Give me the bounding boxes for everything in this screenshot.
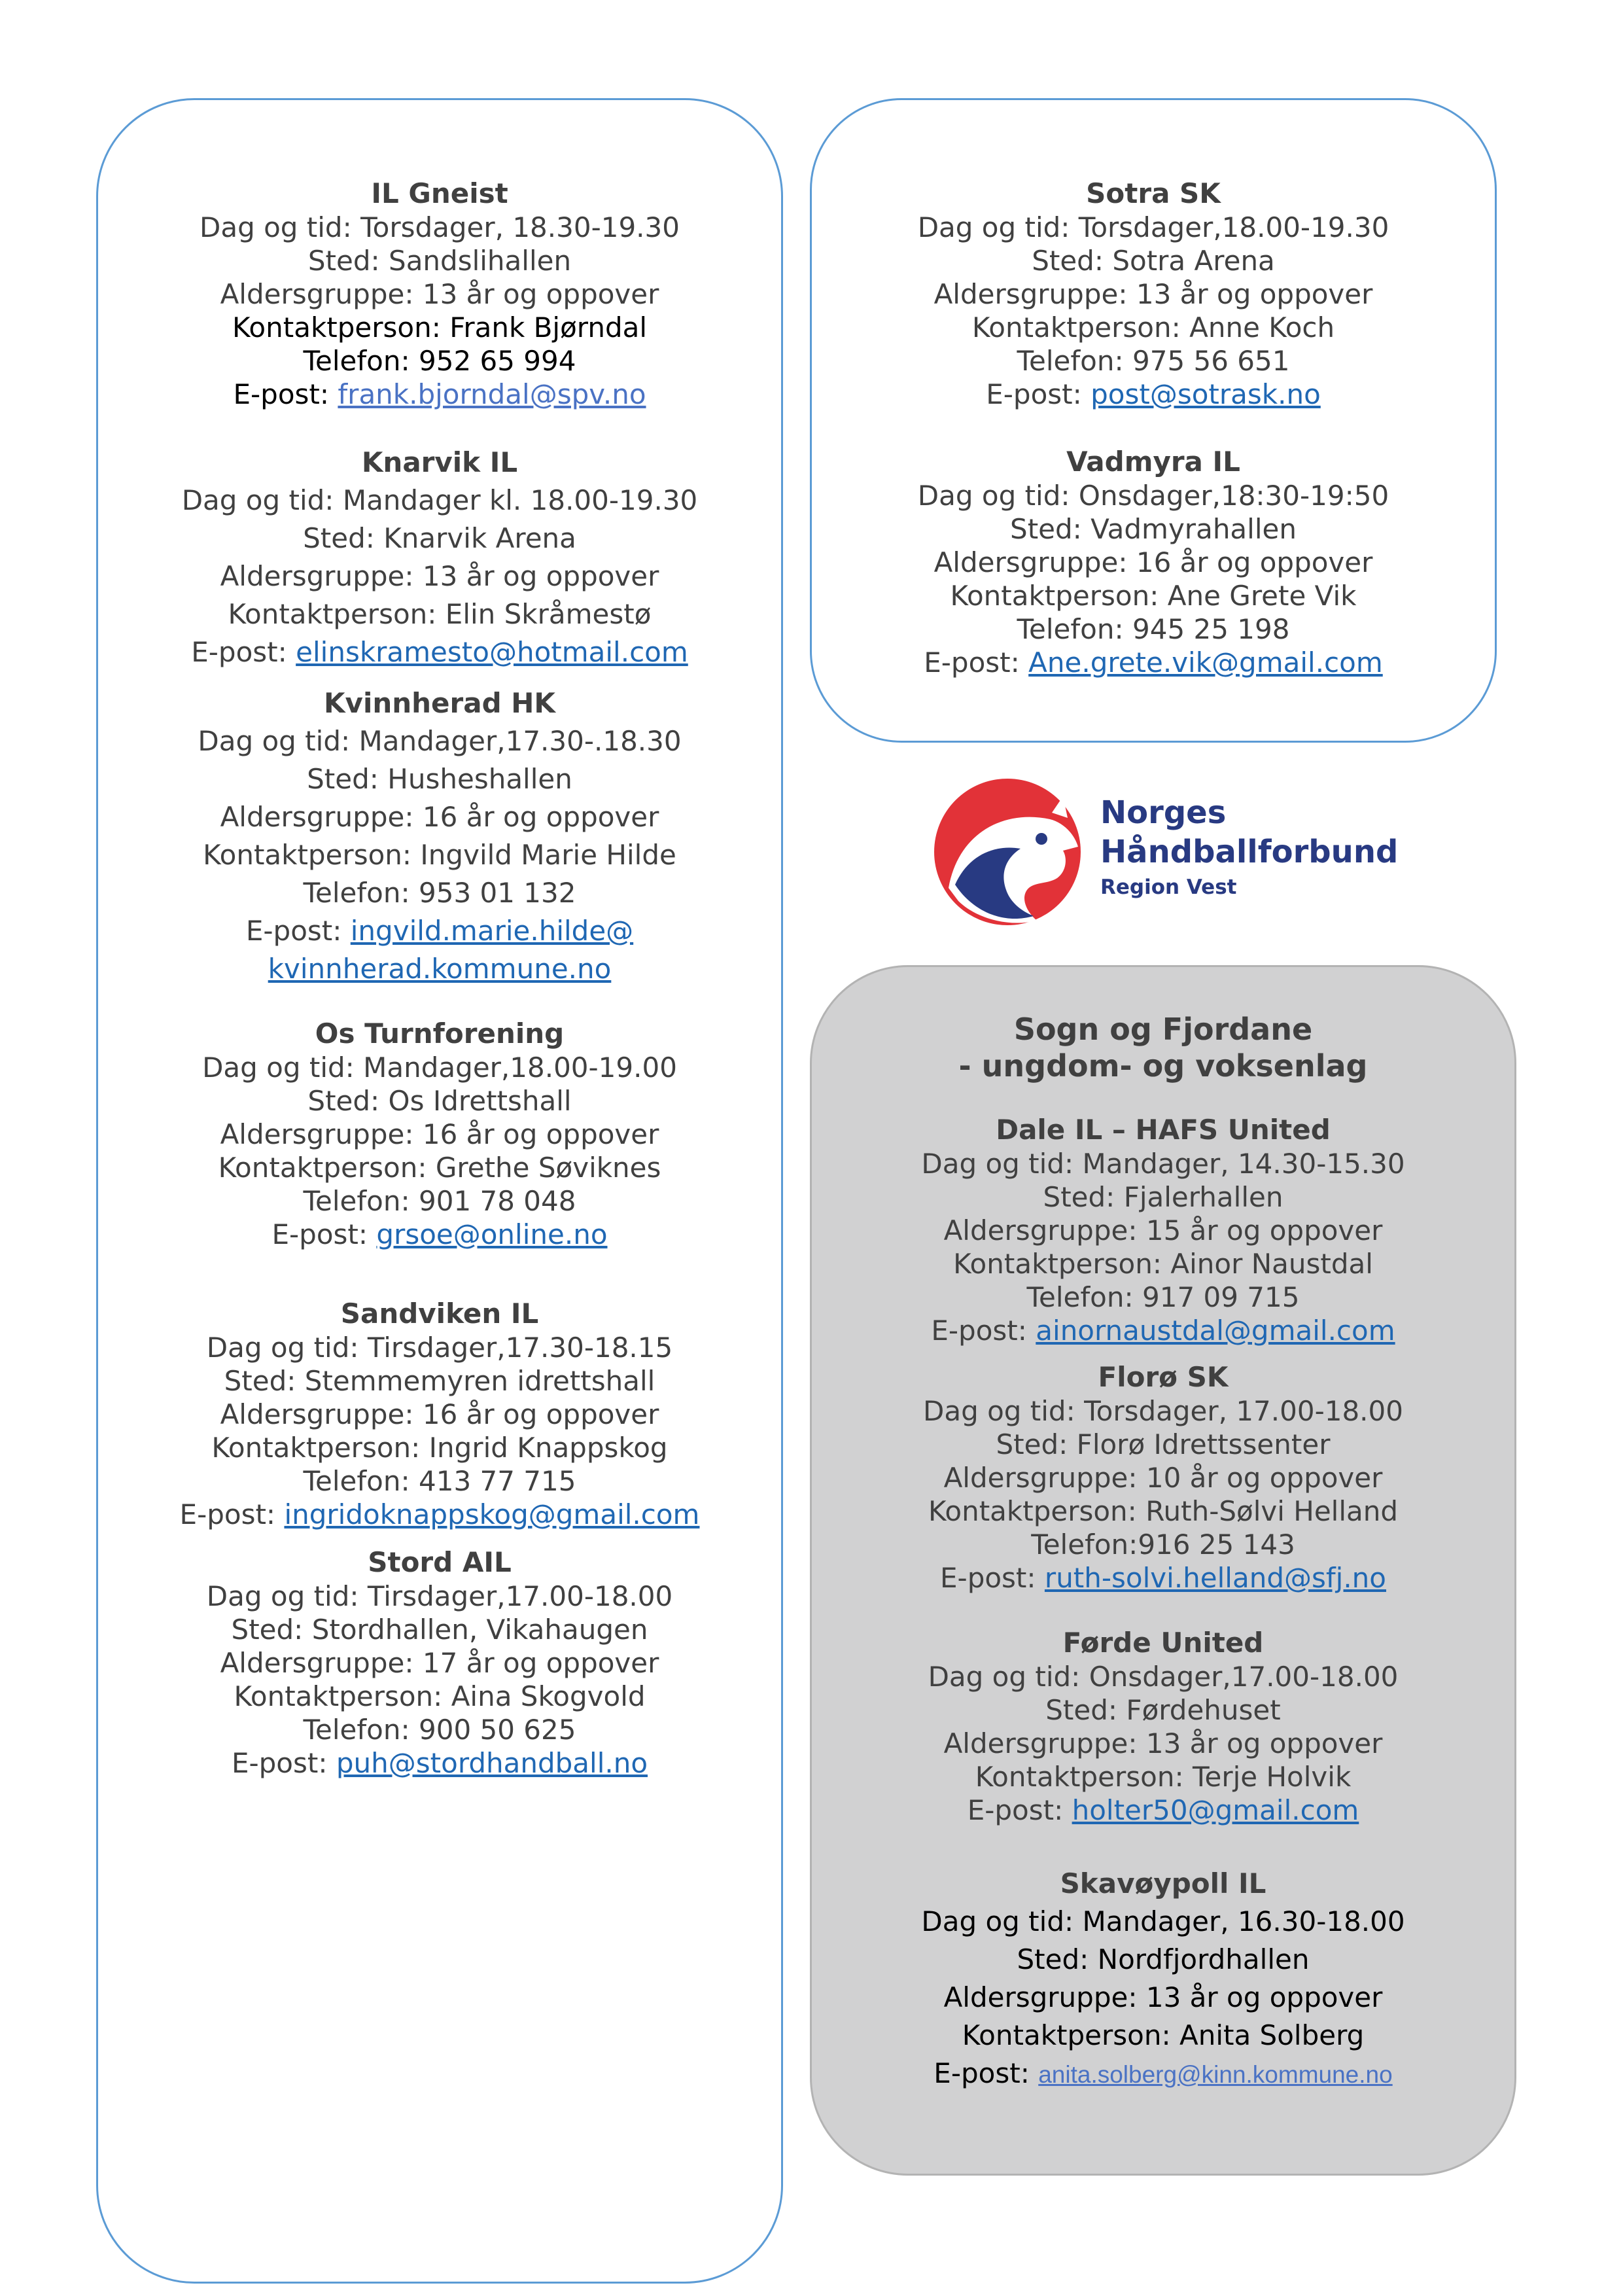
club-day-time: Dag og tid: Tirsdager,17.30-18.15	[206, 1332, 673, 1364]
club-sandviken-il	[96, 1297, 783, 1531]
club-place: Sted: Knarvik Arena	[303, 522, 576, 554]
club-day-time: Dag og tid: Torsdager, 18.30-19.30	[200, 211, 680, 243]
club-contact: Kontaktperson: Ainor Naustdal	[953, 1248, 1373, 1280]
club-age-group: Aldersgruppe: 15 år og oppover	[943, 1214, 1383, 1246]
club-age-group: Aldersgruppe: 10 år og oppover	[943, 1462, 1383, 1494]
club-name: Stord AIL	[368, 1546, 512, 1578]
club-phone: Telefon:916 25 143	[1031, 1528, 1295, 1561]
club-place: Sted: Vadmyrahallen	[1010, 513, 1297, 545]
club-contact: Kontaktperson: Ingvild Marie Hilde	[203, 839, 676, 871]
club-email: E-post: holter50@gmail.com	[967, 1794, 1359, 1826]
club-phone: Telefon: 901 78 048	[303, 1185, 576, 1217]
club-age-group: Aldersgruppe: 16 år og oppover	[220, 1398, 659, 1430]
club-place: Sted: Sotra Arena	[1032, 245, 1275, 277]
club-floro-sk	[810, 1360, 1516, 1595]
club-contact: Kontaktperson: Aina Skogvold	[234, 1680, 646, 1712]
club-age-group: Aldersgruppe: 13 år og oppover	[934, 278, 1373, 310]
email-link[interactable]: ingvild.marie.hilde@	[350, 915, 634, 947]
club-day-time: Dag og tid: Tirsdager,17.00-18.00	[206, 1580, 673, 1612]
club-day-time: Dag og tid: Mandager, 14.30-15.30	[921, 1148, 1405, 1180]
club-day-time: Dag og tid: Onsdager,18:30-19:50	[917, 480, 1389, 512]
club-day-time: Dag og tid: Mandager, 16.30-18.00	[921, 1905, 1405, 1937]
email-link[interactable]: post@sotrask.no	[1091, 378, 1321, 410]
club-email: E-post: ingvild.marie.hilde@	[245, 915, 634, 947]
club-email: E-post: elinskramesto@hotmail.com	[191, 636, 688, 668]
club-name: Dale IL – HAFS United	[996, 1114, 1331, 1146]
club-place: Sted: Os Idrettshall	[307, 1085, 572, 1117]
club-age-group: Aldersgruppe: 13 år og oppover	[220, 278, 659, 310]
club-place: Sted: Florø Idrettssenter	[996, 1428, 1331, 1460]
email-link[interactable]: anita.solberg@kinn.kommune.no	[1038, 2061, 1393, 2088]
club-email: E-post: ingridoknappskog@gmail.com	[179, 1498, 700, 1530]
club-name: Sandviken IL	[340, 1298, 539, 1330]
club-email: E-post: Ane.grete.vik@gmail.com	[924, 646, 1383, 679]
club-phone: Telefon: 975 56 651	[1017, 345, 1290, 377]
club-contact: Kontaktperson: Grethe Søviknes	[218, 1152, 661, 1184]
email-link[interactable]: grsoe@online.no	[376, 1218, 608, 1250]
club-email: E-post: ainornaustdal@gmail.com	[931, 1315, 1395, 1347]
club-age-group: Aldersgruppe: 16 år og oppover	[934, 546, 1373, 578]
email-link[interactable]: ruth-solvi.helland@sfj.no	[1044, 1562, 1386, 1594]
club-phone: Telefon: 945 25 198	[1017, 613, 1290, 645]
email-link[interactable]: frank.bjorndal@spv.no	[338, 378, 646, 410]
club-name: Sotra SK	[1086, 177, 1221, 209]
club-email: E-post: puh@stordhandball.no	[231, 1747, 648, 1779]
club-phone: Telefon: 413 77 715	[303, 1465, 576, 1497]
club-place: Sted: Førdehuset	[1045, 1694, 1281, 1726]
club-phone: Telefon: 917 09 715	[1026, 1281, 1300, 1313]
club-contact: Kontaktperson: Anita Solberg	[962, 2019, 1365, 2051]
club-name: Skavøypoll IL	[1060, 1867, 1266, 1899]
email-link[interactable]: ingridoknappskog@gmail.com	[284, 1498, 700, 1530]
logo-line-handballforbund: Håndballforbund	[1100, 834, 1399, 870]
club-name: Os Turnforening	[315, 1017, 565, 1050]
club-place: Sted: Stordhallen, Vikahaugen	[231, 1614, 648, 1646]
club-email: E-post: frank.bjorndal@spv.no	[233, 378, 646, 410]
club-age-group: Aldersgruppe: 16 år og oppover	[220, 801, 659, 833]
club-day-time: Dag og tid: Mandager,18.00-19.00	[202, 1051, 677, 1084]
club-kvinnherad-hk	[96, 684, 783, 988]
club-age-group: Aldersgruppe: 17 år og oppover	[220, 1647, 659, 1679]
club-place: Sted: Fjalerhallen	[1043, 1181, 1283, 1213]
club-day-time: Dag og tid: Mandager kl. 18.00-19.30	[181, 484, 698, 516]
nhf-region-vest-logo	[929, 773, 1399, 930]
club-name: Kvinnherad HK	[324, 687, 555, 719]
club-email: E-post: ruth-solvi.helland@sfj.no	[940, 1562, 1386, 1594]
region-title: Sogn og Fjordane	[1013, 1012, 1313, 1047]
club-contact: Kontaktperson: Ane Grete Vik	[950, 580, 1357, 612]
email-link[interactable]: holter50@gmail.com	[1072, 1794, 1359, 1826]
club-stord-ail	[96, 1545, 783, 1780]
club-day-time: Dag og tid: Torsdager,18.00-19.30	[917, 211, 1389, 243]
club-il-gneist	[96, 177, 783, 411]
club-name: Førde United	[1062, 1627, 1264, 1659]
club-dale-il-hafs-united	[810, 1113, 1516, 1347]
email-link[interactable]: elinskramesto@hotmail.com	[296, 636, 688, 668]
region-subtitle: - ungdom- og voksenlag	[958, 1048, 1368, 1084]
club-name: Knarvik IL	[361, 446, 518, 478]
club-email: E-post: post@sotrask.no	[986, 378, 1321, 410]
club-phone: Telefon: 952 65 994	[303, 345, 576, 377]
right-top-club-list	[810, 177, 1497, 679]
club-email-continued	[96, 950, 783, 988]
club-age-group: Aldersgruppe: 16 år og oppover	[220, 1118, 659, 1150]
club-place: Sted: Nordfjordhallen	[1017, 1943, 1310, 1975]
club-vadmyra-il	[810, 445, 1497, 679]
polar-bear-logo-icon	[929, 773, 1086, 930]
club-day-time: Dag og tid: Mandager,17.30-.18.30	[198, 725, 682, 757]
club-name: Florø SK	[1098, 1361, 1229, 1393]
sogn-og-fjordane-club-list	[810, 1011, 1516, 2094]
club-name: Vadmyra IL	[1066, 446, 1240, 478]
club-contact: Kontaktperson: Ingrid Knappskog	[211, 1432, 668, 1464]
email-link-continued[interactable]: kvinnherad.kommune.no	[268, 953, 612, 985]
club-knarvik-il	[96, 444, 783, 671]
club-os-turnforening	[96, 1017, 783, 1251]
club-place: Sted: Husheshallen	[307, 763, 572, 795]
club-age-group: Aldersgruppe: 13 år og oppover	[220, 560, 659, 592]
club-day-time: Dag og tid: Onsdager,17.00-18.00	[928, 1661, 1399, 1693]
club-sotra-sk	[810, 177, 1497, 411]
email-link[interactable]: puh@stordhandball.no	[336, 1747, 648, 1779]
club-contact: Kontaktperson: Elin Skråmestø	[228, 598, 652, 630]
club-place: Sted: Stemmemyren idrettshall	[224, 1365, 655, 1397]
email-link[interactable]: Ane.grete.vik@gmail.com	[1028, 646, 1383, 679]
club-day-time: Dag og tid: Torsdager, 17.00-18.00	[923, 1395, 1403, 1427]
club-contact: Kontaktperson: Terje Holvik	[975, 1761, 1352, 1793]
email-link[interactable]: ainornaustdal@gmail.com	[1036, 1315, 1395, 1347]
club-email: E-post: grsoe@online.no	[271, 1218, 608, 1250]
logo-line-norges: Norges	[1100, 794, 1227, 831]
club-place: Sted: Sandslihallen	[307, 245, 572, 277]
club-forde-united	[810, 1626, 1516, 1827]
club-phone: Telefon: 953 01 132	[303, 877, 576, 909]
club-contact: Kontaktperson: Anne Koch	[971, 311, 1335, 344]
logo-text	[1100, 793, 1398, 903]
club-email: E-post: anita.solberg@kinn.kommune.no	[934, 2057, 1393, 2089]
club-age-group: Aldersgruppe: 13 år og oppover	[943, 1981, 1383, 2013]
club-contact: Kontaktperson: Ruth-Sølvi Helland	[928, 1495, 1399, 1527]
club-age-group: Aldersgruppe: 13 år og oppover	[943, 1727, 1383, 1759]
left-club-list	[96, 177, 783, 1780]
club-contact: Kontaktperson: Frank Bjørndal	[232, 311, 648, 344]
club-phone: Telefon: 900 50 625	[303, 1714, 576, 1746]
club-skavoypoll-il	[810, 1865, 1516, 2094]
logo-line-region: Region Vest	[1100, 875, 1237, 899]
club-name: IL Gneist	[371, 177, 508, 209]
